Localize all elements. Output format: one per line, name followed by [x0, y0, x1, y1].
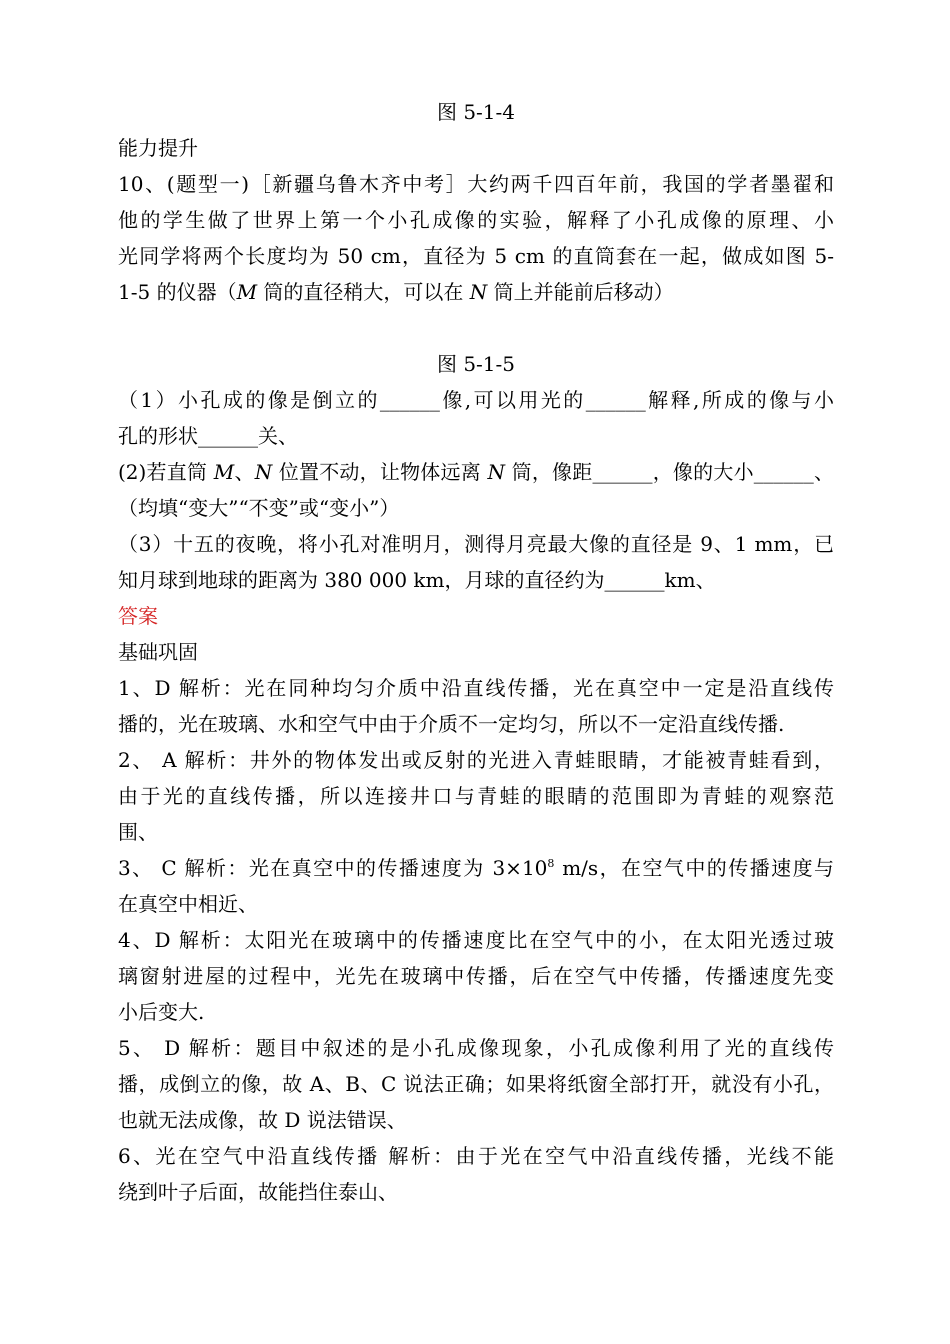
answer-4-line-3: 小后变大.: [118, 1000, 205, 1024]
answer-4-line-2: 璃窗射进屋的过程中，光先在玻璃中传播，后在空气中传播，传播速度先变: [118, 964, 834, 988]
sub-question-3-line-2: 知月球到地球的距离为 380 000 km，月球的直径约为______km、: [118, 568, 716, 592]
answer-2-line-3: 围、: [118, 820, 158, 844]
sub-question-1: [118, 382, 834, 454]
variable-m: M: [236, 280, 258, 304]
document-page: [118, 94, 834, 1210]
variable-n: N: [254, 460, 273, 484]
section-heading-ability: 能力提升: [118, 136, 198, 160]
text-run: 筒上并能前后移动）: [487, 280, 674, 304]
answer-1: [118, 670, 834, 742]
answer-2-line-2: 由于光的直线传播，所以连接井口与青蛙的眼睛的范围即为青蛙的观察范: [118, 784, 834, 808]
text-run: 位置不动，让物体远离: [272, 460, 488, 484]
answer-6-line-2: 绕到叶子后面，故能挡住泰山、: [118, 1180, 398, 1204]
sub-question-3: [118, 526, 834, 598]
answer-5-line-1: 5、 D 解析：题目中叙述的是小孔成像现象，小孔成像利用了光的直线传: [118, 1036, 834, 1060]
text-run: (2)若直筒: [118, 460, 214, 484]
sub-question-2-line-1: [118, 454, 834, 490]
answer-4-line-1: 4、D 解析：太阳光在玻璃中的传播速度比在空气中的小，在太阳光透过玻: [118, 928, 834, 952]
question-10-line-1: 10、(题型一)［新疆乌鲁木齐中考］大约两千四百年前，我国的学者墨翟和: [118, 172, 834, 196]
answer-6: [118, 1138, 834, 1210]
figure-caption-5-1-5: 图 5-1-5: [436, 352, 516, 376]
answer-1-line-1: 1、D 解析：光在同种均匀介质中沿直线传播，光在真空中一定是沿直线传: [118, 676, 834, 700]
question-10-line-3: 光同学将两个长度均为 50 cm，直径为 5 cm 的直筒套在一起，做成如图 5-: [118, 244, 834, 268]
answer-3: [118, 850, 834, 922]
answer-5: [118, 1030, 834, 1138]
variable-n: N: [487, 460, 506, 484]
question-10-line-2: 他的学生做了世界上第一个小孔成像的实验，解释了小孔成像的原理、小: [118, 208, 834, 232]
sub-question-1-line-1: （1）小孔成的像是倒立的______像,可以用光的______解释,所成的像与小: [118, 388, 834, 412]
answer-5-line-3: 也就无法成像，故 D 说法错误、: [118, 1108, 407, 1132]
answer-4: [118, 922, 834, 1030]
text-run: m/s，在空气中的传播速度与: [554, 856, 835, 880]
exponent: 8: [547, 857, 555, 870]
text-run: 3、 C 解析：光在真空中的传播速度为 3×10: [118, 856, 548, 880]
text-run: 1-5 的仪器（: [118, 280, 237, 304]
variable-m: M: [213, 460, 235, 484]
answer-5-line-2: 播，成倒立的像，故 A、B、C 说法正确；如果将纸窗全部打开，就没有小孔，: [118, 1072, 834, 1096]
answer-6-line-1: 6、光在空气中沿直线传播 解析：由于光在空气中沿直线传播，光线不能: [118, 1144, 834, 1168]
answer-1-line-2: 播的，光在玻璃、水和空气中由于介质不一定均匀，所以不一定沿直线传播.: [118, 712, 785, 736]
answer-3-line-1: [118, 850, 834, 886]
sub-question-1-line-2: 孔的形状______关、: [118, 424, 298, 448]
figure-caption-5-1-4: 图 5-1-4: [436, 100, 516, 124]
variable-n: N: [469, 280, 488, 304]
question-10-line-4: [118, 274, 834, 310]
answer-3-line-2: 在真空中相近、: [118, 892, 258, 916]
section-heading-basic: 基础巩固: [118, 640, 198, 664]
sub-question-2-line-2: （均填“变大”“不变”或“变小”）: [118, 496, 400, 520]
text-run: 筒的直径稍大，可以在: [257, 280, 470, 304]
sub-question-2: [118, 454, 834, 526]
question-10: [118, 166, 834, 310]
answer-2-line-1: 2、 A 解析：井外的物体发出或反射的光进入青蛙眼睛，才能被青蛙看到，: [118, 748, 834, 772]
text-run: 、: [234, 460, 255, 484]
sub-question-3-line-1: （3）十五的夜晚，将小孔对准明月，测得月亮最大像的直径是 9、1 mm，已: [118, 532, 834, 556]
figure-placeholder: [118, 310, 834, 346]
text-run: 筒，像距______，像的大小______、: [505, 460, 835, 484]
answers-heading: 答案: [118, 604, 158, 628]
answer-2: [118, 742, 834, 850]
